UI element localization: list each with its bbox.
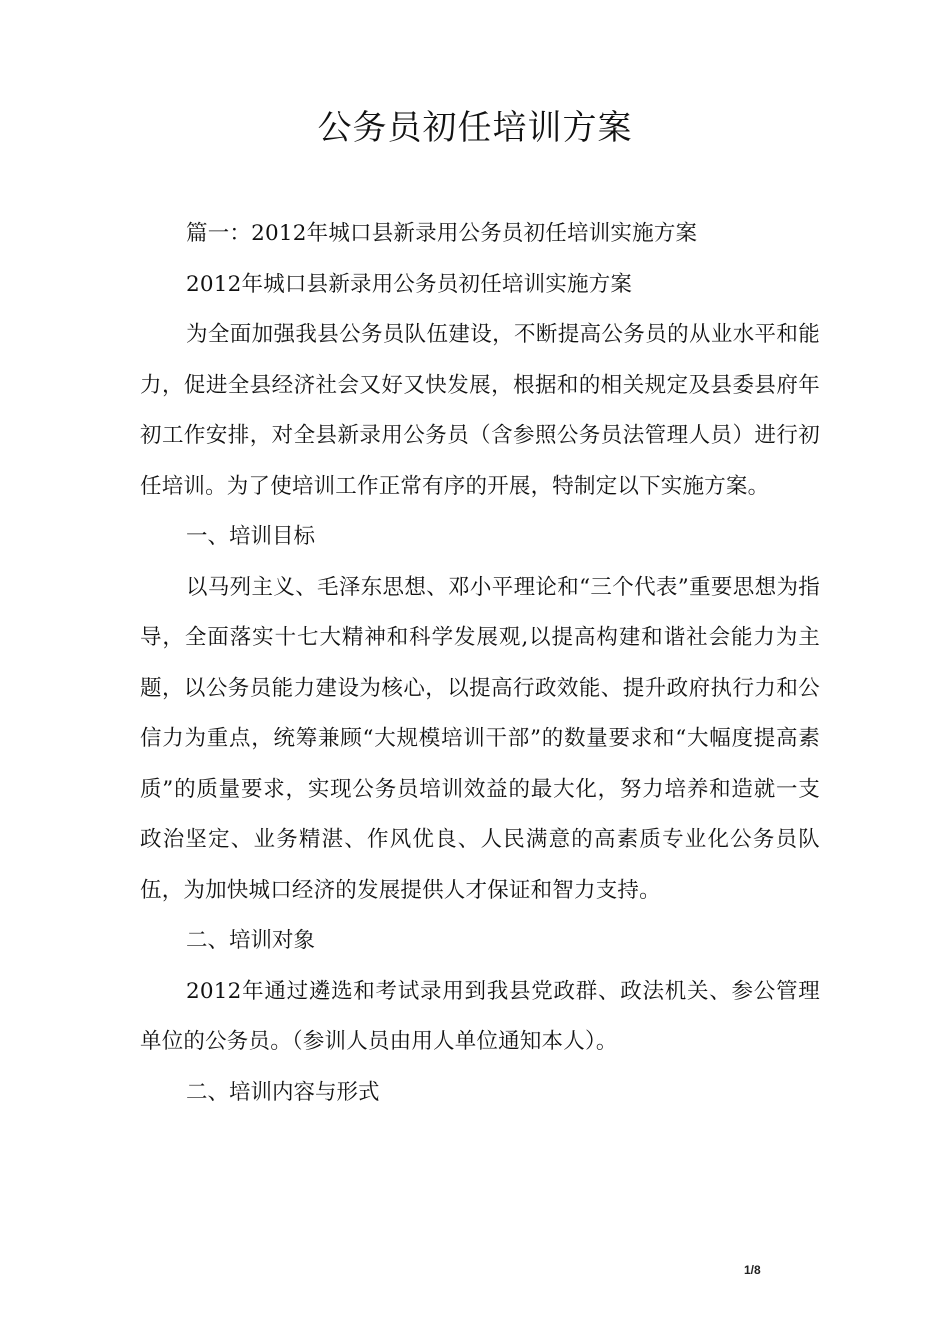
heading-training-targets: 二、培训对象 [186,928,316,953]
paragraph-training-targets: 2012年通过遴选和考试录用到我县党政群、政法机关、参公管理单位的公务员。（参训人员由用人单位通知本人）。 [140,978,820,1054]
heading-training-content: 二、培训内容与形式 [186,1079,380,1105]
document-body [140,209,820,1118]
paragraph-training-goal: 以马列主义、毛泽东思想、邓小平理论和“三个代表”重要思想为指导，全面落实十七大精神和科学发展观,以提高构建和谐社会能力为主题，以公务员能力建设为核心，以提高行政效能、提升政府执行力和公信力为重点，统筹兼顾“大规模培训干部”的数量要求和“大幅度提高素质”的质量要求，实现公务员培训效益的最大化，努力培养和造就一支政治坚定、业务精湛、作风优良、人民满意的高素质专业化公务员队伍，为加快城口经济的发展提供人才保证和智力支持。 [140,574,820,903]
paragraph-intro: 为全面加强我县公务员队伍建设，不断提高公务员的从业水平和能力，促进全县经济社会又好又快发展，根据和的相关规定及县委县府年初工作安排，对全县新录用公务员（含参照公务员法管理人员）进行初任培训。为了使培训工作正常有序的开展，特制定以下实施方案。 [140,322,820,499]
paragraph-plan-title: 2012年城口县新录用公务员初任培训实施方案 [186,271,633,297]
document-title: 公务员初任培训方案 [317,108,633,148]
heading-training-goal: 一、培训目标 [186,524,316,549]
paragraph-section-heading: 篇一：2012年城口县新录用公务员初任培训实施方案 [186,221,698,246]
page-number: 1/8 [744,1263,761,1277]
